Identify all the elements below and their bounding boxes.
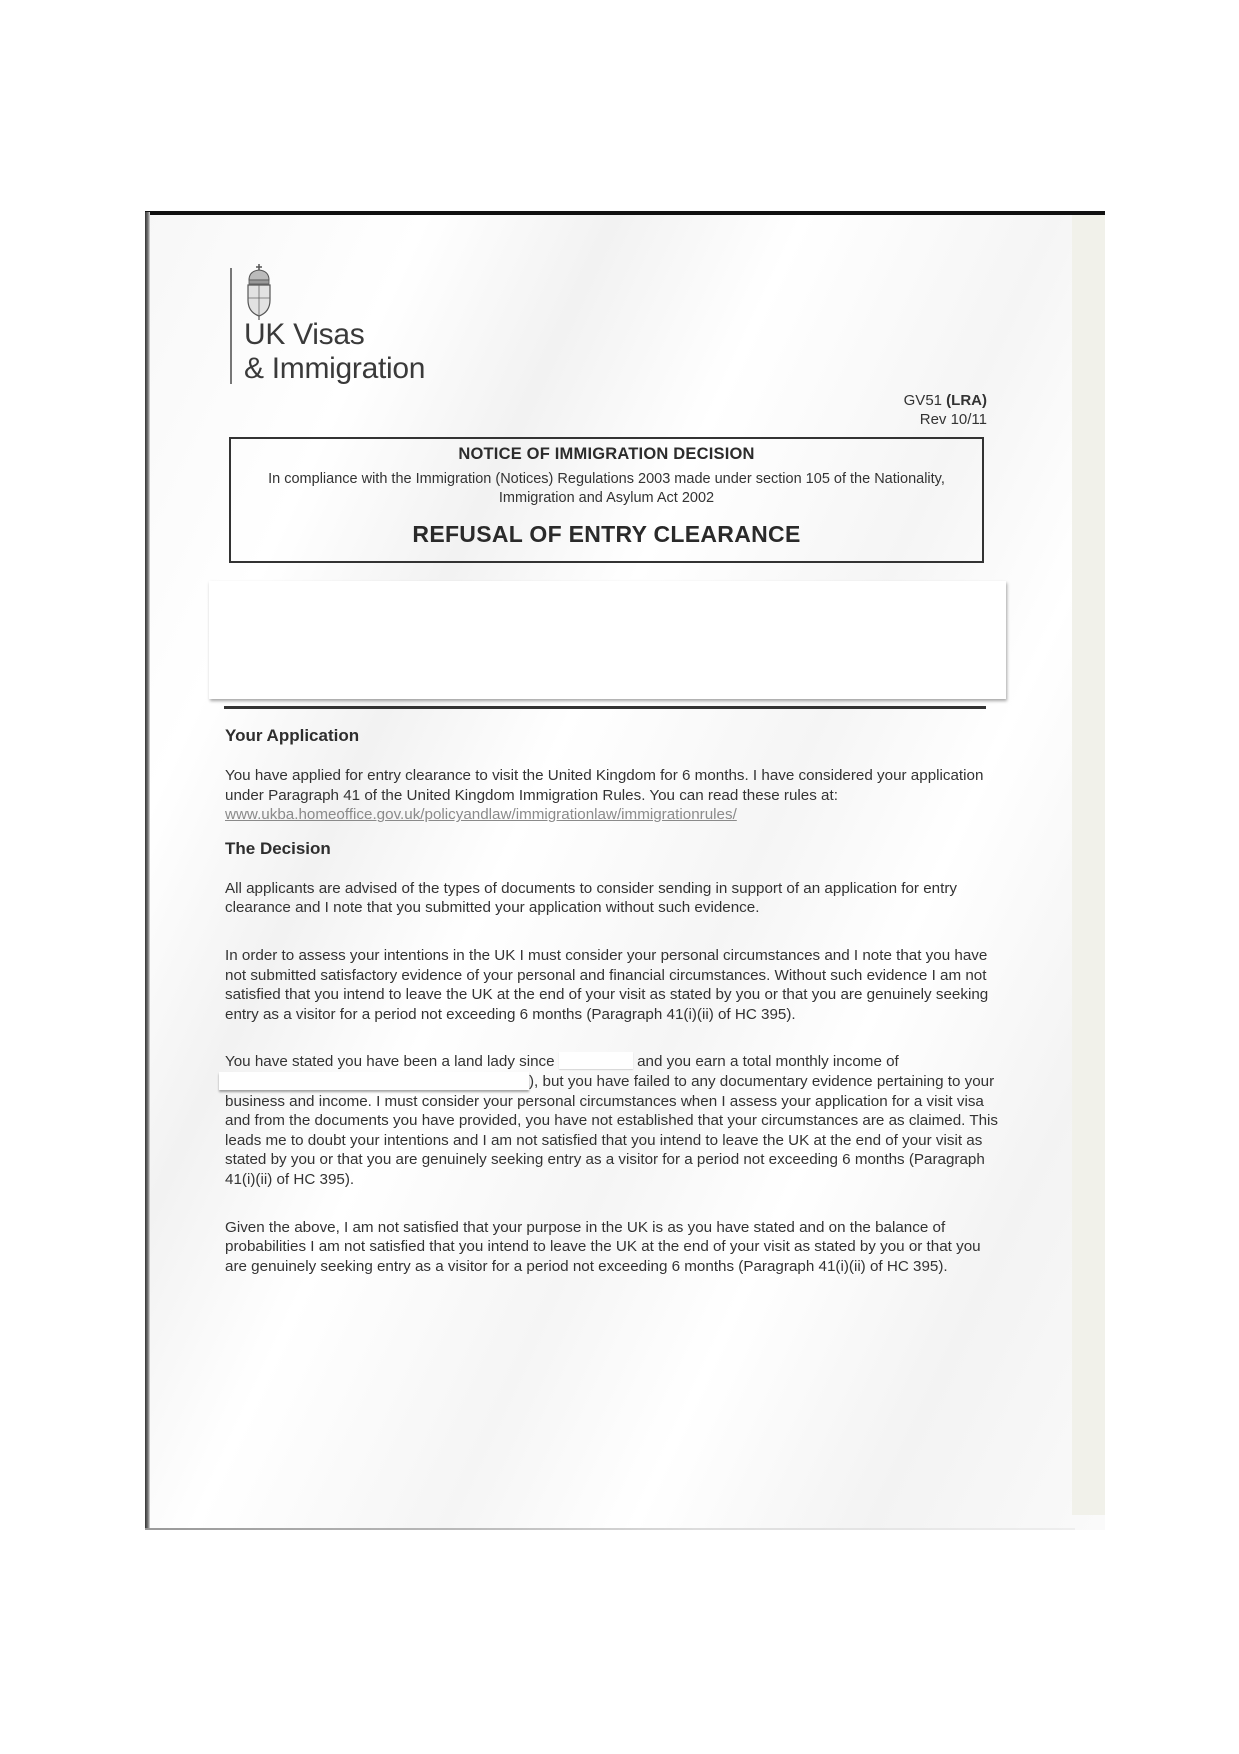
landlady-text-2: and you earn a total monthly income of (637, 1053, 899, 1071)
form-reference (904, 391, 987, 429)
logo-line-2: & Immigration (244, 352, 426, 385)
scan-left-edge (145, 212, 150, 1530)
letter-body (225, 726, 1000, 1304)
immigration-rules-link[interactable]: www.ukba.homeoffice.gov.uk/policyandlaw/immigrationlaw/immigrationrules/ (225, 806, 737, 824)
decision-paragraph-2: In order to assess your intentions in the UK I must consider your personal circumstances and I note that you have not submitted satisfactory evidence of your personal and financial circumstances. Without such evidence I am not satisfied that you intend to leave the UK at the end of your visit as stated by you or that you are genuinely seeking entry as a visitor for a period not exceeding 6 months (Paragraph 41(i)(ii) of HC 395). (225, 946, 989, 1023)
section-divider (224, 706, 986, 709)
application-text: You have applied for entry clearance to visit the United Kingdom for 6 months. I have considered your application under Paragraph 41 of the United Kingdom Immigration Rules. You can read these rules at: (225, 767, 984, 804)
notice-box (229, 437, 984, 563)
section-heading-application: Your Application (225, 726, 360, 745)
scan-right-edge-strip (1072, 215, 1105, 1515)
redacted-applicant-details (209, 581, 1006, 699)
scan-top-edge (145, 211, 1105, 215)
decision-type-heading: REFUSAL OF ENTRY CLEARANCE (412, 521, 801, 547)
notice-title: NOTICE OF IMMIGRATION DECISION (458, 445, 755, 463)
decision-paragraph-landlady (225, 1052, 1000, 1189)
form-code: GV51 (903, 392, 942, 409)
logo-divider-bar (230, 268, 232, 384)
logo-line-1: UK Visas (244, 318, 365, 351)
notice-legal-basis: In compliance with the Immigration (Notices) Regulations 2003 made under section 105 of the Nationality, Immigration and Asylum Act 2002 (268, 471, 945, 506)
landlady-text-1: You have stated you have been a land lady since (225, 1053, 555, 1071)
decision-conclusion: Given the above, I am not satisfied that your purpose in the UK is as you have stated and on the balance of probabilities I am not satisfied that you intend to leave the UK at the end of your visit as stated by you or that you are genuinely seeking entry as a visitor for a period not exceeding 6 months (Paragraph 41(i)(ii) of HC 395). (225, 1218, 981, 1275)
scan-bottom-edge (145, 1528, 1075, 1530)
landlady-text-3: ), but you have failed to any documentary evidence pertaining to your business and income. I must consider your personal circumstances when I assess your application for a visit visa and from the documents you have provided, you have not established that your circumstances are as claimed. This leads me to doubt your intentions and I am not satisfied that you intend to leave the UK at the end of your visit as stated by you or that you are genuinely seeking entry as a visitor for a period not exceeding 6 months (Paragraph 41(i)(ii) of HC 395). (225, 1072, 999, 1188)
section-heading-decision: The Decision (225, 838, 331, 858)
form-code-suffix: (LRA) (946, 392, 987, 409)
form-code-line (904, 391, 987, 410)
decision-paragraph-1: All applicants are advised of the types of documents to consider sending in support of an application for entry clearance and I note that you submitted your application without such evidence. (225, 879, 957, 917)
redacted-date (559, 1052, 633, 1069)
form-revision: Rev 10/11 (919, 411, 987, 428)
royal-crest-icon (244, 264, 274, 320)
logo-wordmark (244, 318, 425, 386)
application-paragraph (225, 766, 1000, 825)
redacted-income-amount (219, 1072, 529, 1090)
